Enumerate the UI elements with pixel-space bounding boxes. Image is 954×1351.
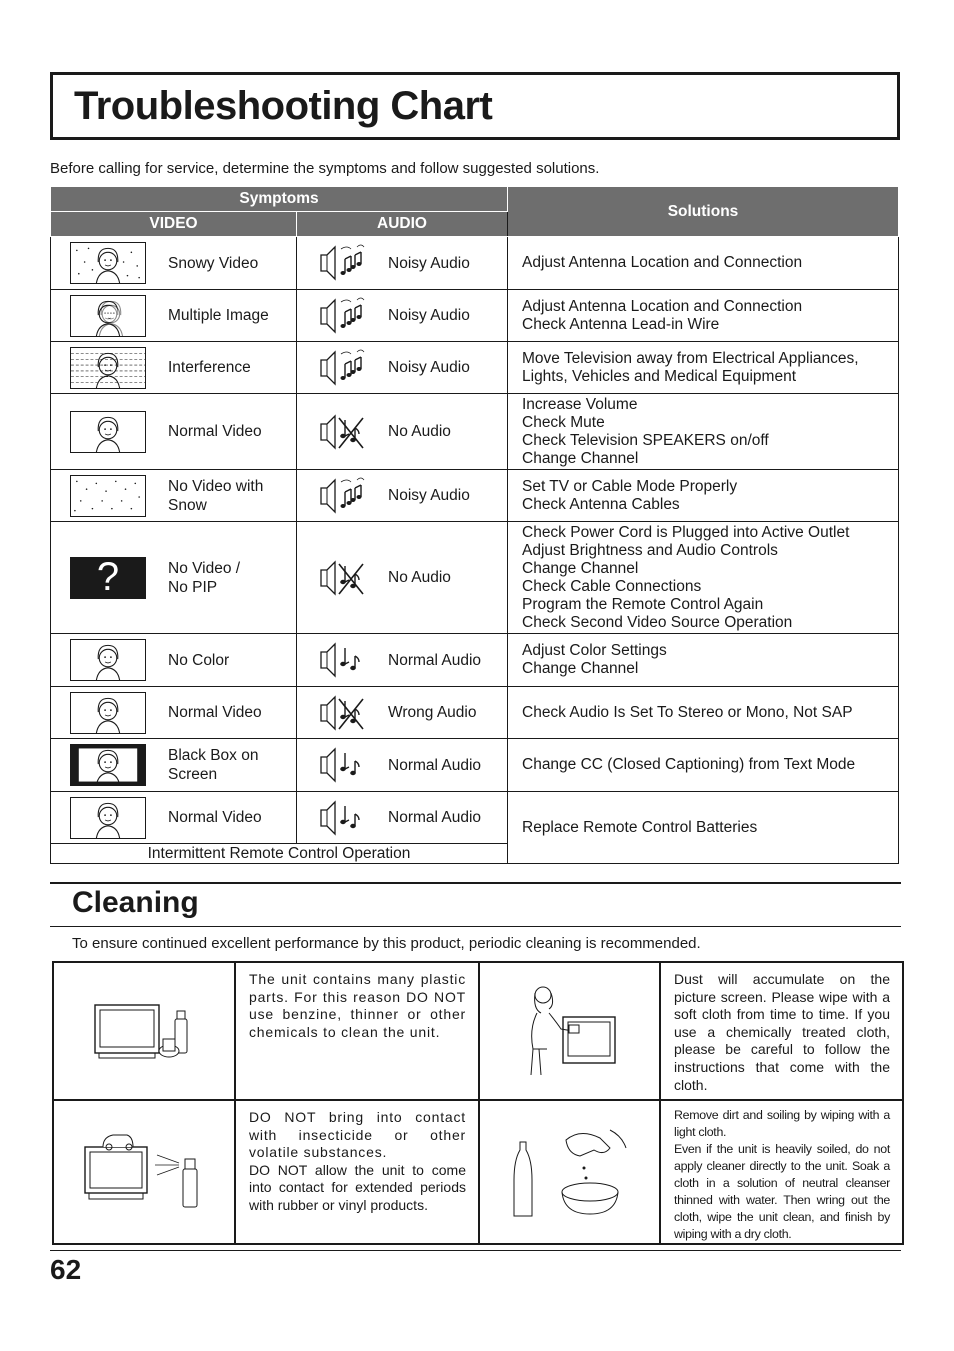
solution-line: Check Television SPEAKERS on/off <box>522 431 769 449</box>
solution-line: Check Mute <box>522 413 605 431</box>
audio-label: No Audio <box>388 569 451 586</box>
cleaning-note: Remove dirt and soiling by wiping with a light cloth. <box>674 1108 890 1139</box>
video-label: No Video / No PIP <box>168 559 241 596</box>
table-row <box>51 290 899 342</box>
video-label: Normal Video <box>168 423 262 440</box>
audio-label: No Audio <box>388 423 451 440</box>
solution-line: Replace Remote Control Batteries <box>522 818 758 836</box>
table-row <box>51 634 899 687</box>
normal-video-icon <box>70 411 146 453</box>
table-row <box>51 470 899 522</box>
page-number: 62 <box>50 1254 82 1285</box>
table-row <box>51 687 899 739</box>
interference-icon <box>70 347 146 389</box>
cleaning-table <box>52 961 904 1245</box>
solution-line: Change Channel <box>522 559 639 577</box>
video-label: Multiple Image <box>168 307 269 324</box>
normal-video-icon <box>70 692 146 734</box>
page-title: Troubleshooting Chart <box>74 84 493 128</box>
cleaning-note: Even if the unit is heavily soiled, do not apply cleaner directly to the unit. Soak a cloth in a solution of neutral cleanser thinned with water. Then wring out the cloth, wipe the unit clean, and finish by wiping with a dry cloth. <box>674 1142 890 1241</box>
video-label: Black Box on Screen <box>168 747 259 783</box>
header-solutions: Solutions <box>508 187 899 237</box>
cleaning-note: Dust will accumulate on the picture screen. Please wipe with a soft cloth from time to time. If you use a chemically treated cloth, please be careful to follow the instructions that come with the cloth. <box>674 971 890 1093</box>
table-row <box>51 237 899 290</box>
header-audio: AUDIO <box>297 212 508 237</box>
section-rule <box>50 926 901 927</box>
video-label: No Color <box>168 651 230 669</box>
video-label: No Video with Snow <box>168 477 264 514</box>
noisy-audio-icon <box>317 241 365 285</box>
cleaning-note: DO NOT bring into contact with insecticide or other volatile substances. <box>249 1109 466 1161</box>
table-row <box>51 792 899 844</box>
solution-line: Adjust Antenna Location and Connection <box>522 297 803 315</box>
intro-text: Before calling for service, determine the symptoms and follow suggested solutions. <box>50 160 600 177</box>
snow-only-icon <box>70 475 146 517</box>
bottle-bowl-cloth-icon <box>510 1120 630 1220</box>
audio-label: Noisy Audio <box>388 254 470 272</box>
video-label: Snowy Video <box>168 254 259 272</box>
section-rule <box>50 882 901 884</box>
solution-line: Program the Remote Control Again <box>522 595 764 613</box>
solution-line: Change Channel <box>522 449 639 467</box>
video-label: Normal Video <box>168 704 262 721</box>
solution-line: Check Second Video Source Operation <box>522 613 793 631</box>
title-box <box>50 72 900 140</box>
solution-line: Adjust Antenna Location and Connection <box>522 254 803 271</box>
table-row <box>51 739 899 792</box>
audio-label: Normal Audio <box>388 756 482 774</box>
tv-spray-icon <box>79 1125 209 1215</box>
no-color-icon <box>70 639 146 681</box>
noisy-audio-icon <box>317 346 365 390</box>
solution-line: Adjust Color Settings <box>522 642 667 659</box>
solution-line: Check Power Cord is Plugged into Active Outlet <box>522 523 850 541</box>
wrong-audio-icon <box>317 691 365 735</box>
cleaning-intro: To ensure continued excellent performance by this product, periodic cleaning is recommended. <box>72 935 701 952</box>
table-footer: Intermittent Remote Control Operation <box>51 844 508 864</box>
solution-line: Lights, Vehicles and Medical Equipment <box>522 367 796 385</box>
question-mark-icon: ? <box>70 557 146 599</box>
cleaning-note: The unit contains many plastic parts. For this reason DO NOT use benzine, thinner or other chemicals to clean the unit. <box>249 971 466 1040</box>
audio-label: Noisy Audio <box>388 487 470 504</box>
header-video: VIDEO <box>51 212 297 237</box>
noisy-audio-icon <box>317 294 365 338</box>
solution-line: Check Audio Is Set To Stereo or Mono, Not SAP <box>522 703 853 721</box>
table-row <box>51 522 899 634</box>
no-audio-icon <box>317 556 365 600</box>
black-box-icon <box>70 744 146 786</box>
footer-rule <box>50 1250 901 1251</box>
cleaning-note: DO NOT allow the unit to come into contact for extended periods with rubber or vinyl products. <box>249 1161 466 1213</box>
snowy-video-icon <box>70 242 146 284</box>
tv-bottles-icon <box>89 989 199 1069</box>
audio-label: Noisy Audio <box>388 359 470 376</box>
solution-line: Check Cable Connections <box>522 577 702 595</box>
header-symptoms: Symptoms <box>51 187 508 212</box>
video-label: Normal Video <box>168 809 262 826</box>
normal-audio-icon <box>317 638 365 682</box>
audio-label: Noisy Audio <box>388 307 470 324</box>
audio-label: Normal Audio <box>388 651 482 669</box>
normal-audio-icon <box>317 743 365 787</box>
solution-line: Change Channel <box>522 660 639 677</box>
multiple-image-icon <box>70 295 146 337</box>
solution-line: Check Antenna Cables <box>522 495 680 513</box>
solution-line: Set TV or Cable Mode Properly <box>522 477 738 495</box>
solution-line: Adjust Brightness and Audio Controls <box>522 541 778 559</box>
solution-line: Move Television away from Electrical Appliances, <box>522 349 859 367</box>
normal-video-icon <box>70 797 146 839</box>
solution-line: Change CC (Closed Captioning) from Text Mode <box>522 756 856 773</box>
no-audio-icon <box>317 410 365 454</box>
cleaning-title: Cleaning <box>72 886 199 919</box>
woman-wiping-tv-icon <box>515 979 625 1079</box>
troubleshooting-table <box>50 186 899 864</box>
audio-label: Wrong Audio <box>388 704 477 721</box>
solution-line: Check Antenna Lead-in Wire <box>522 315 720 333</box>
normal-audio-icon <box>317 796 365 840</box>
noisy-audio-icon <box>317 474 365 518</box>
video-label: Interference <box>168 359 251 376</box>
table-row <box>51 342 899 394</box>
table-row <box>51 394 899 470</box>
audio-label: Normal Audio <box>388 809 482 826</box>
solution-line: Increase Volume <box>522 395 638 413</box>
